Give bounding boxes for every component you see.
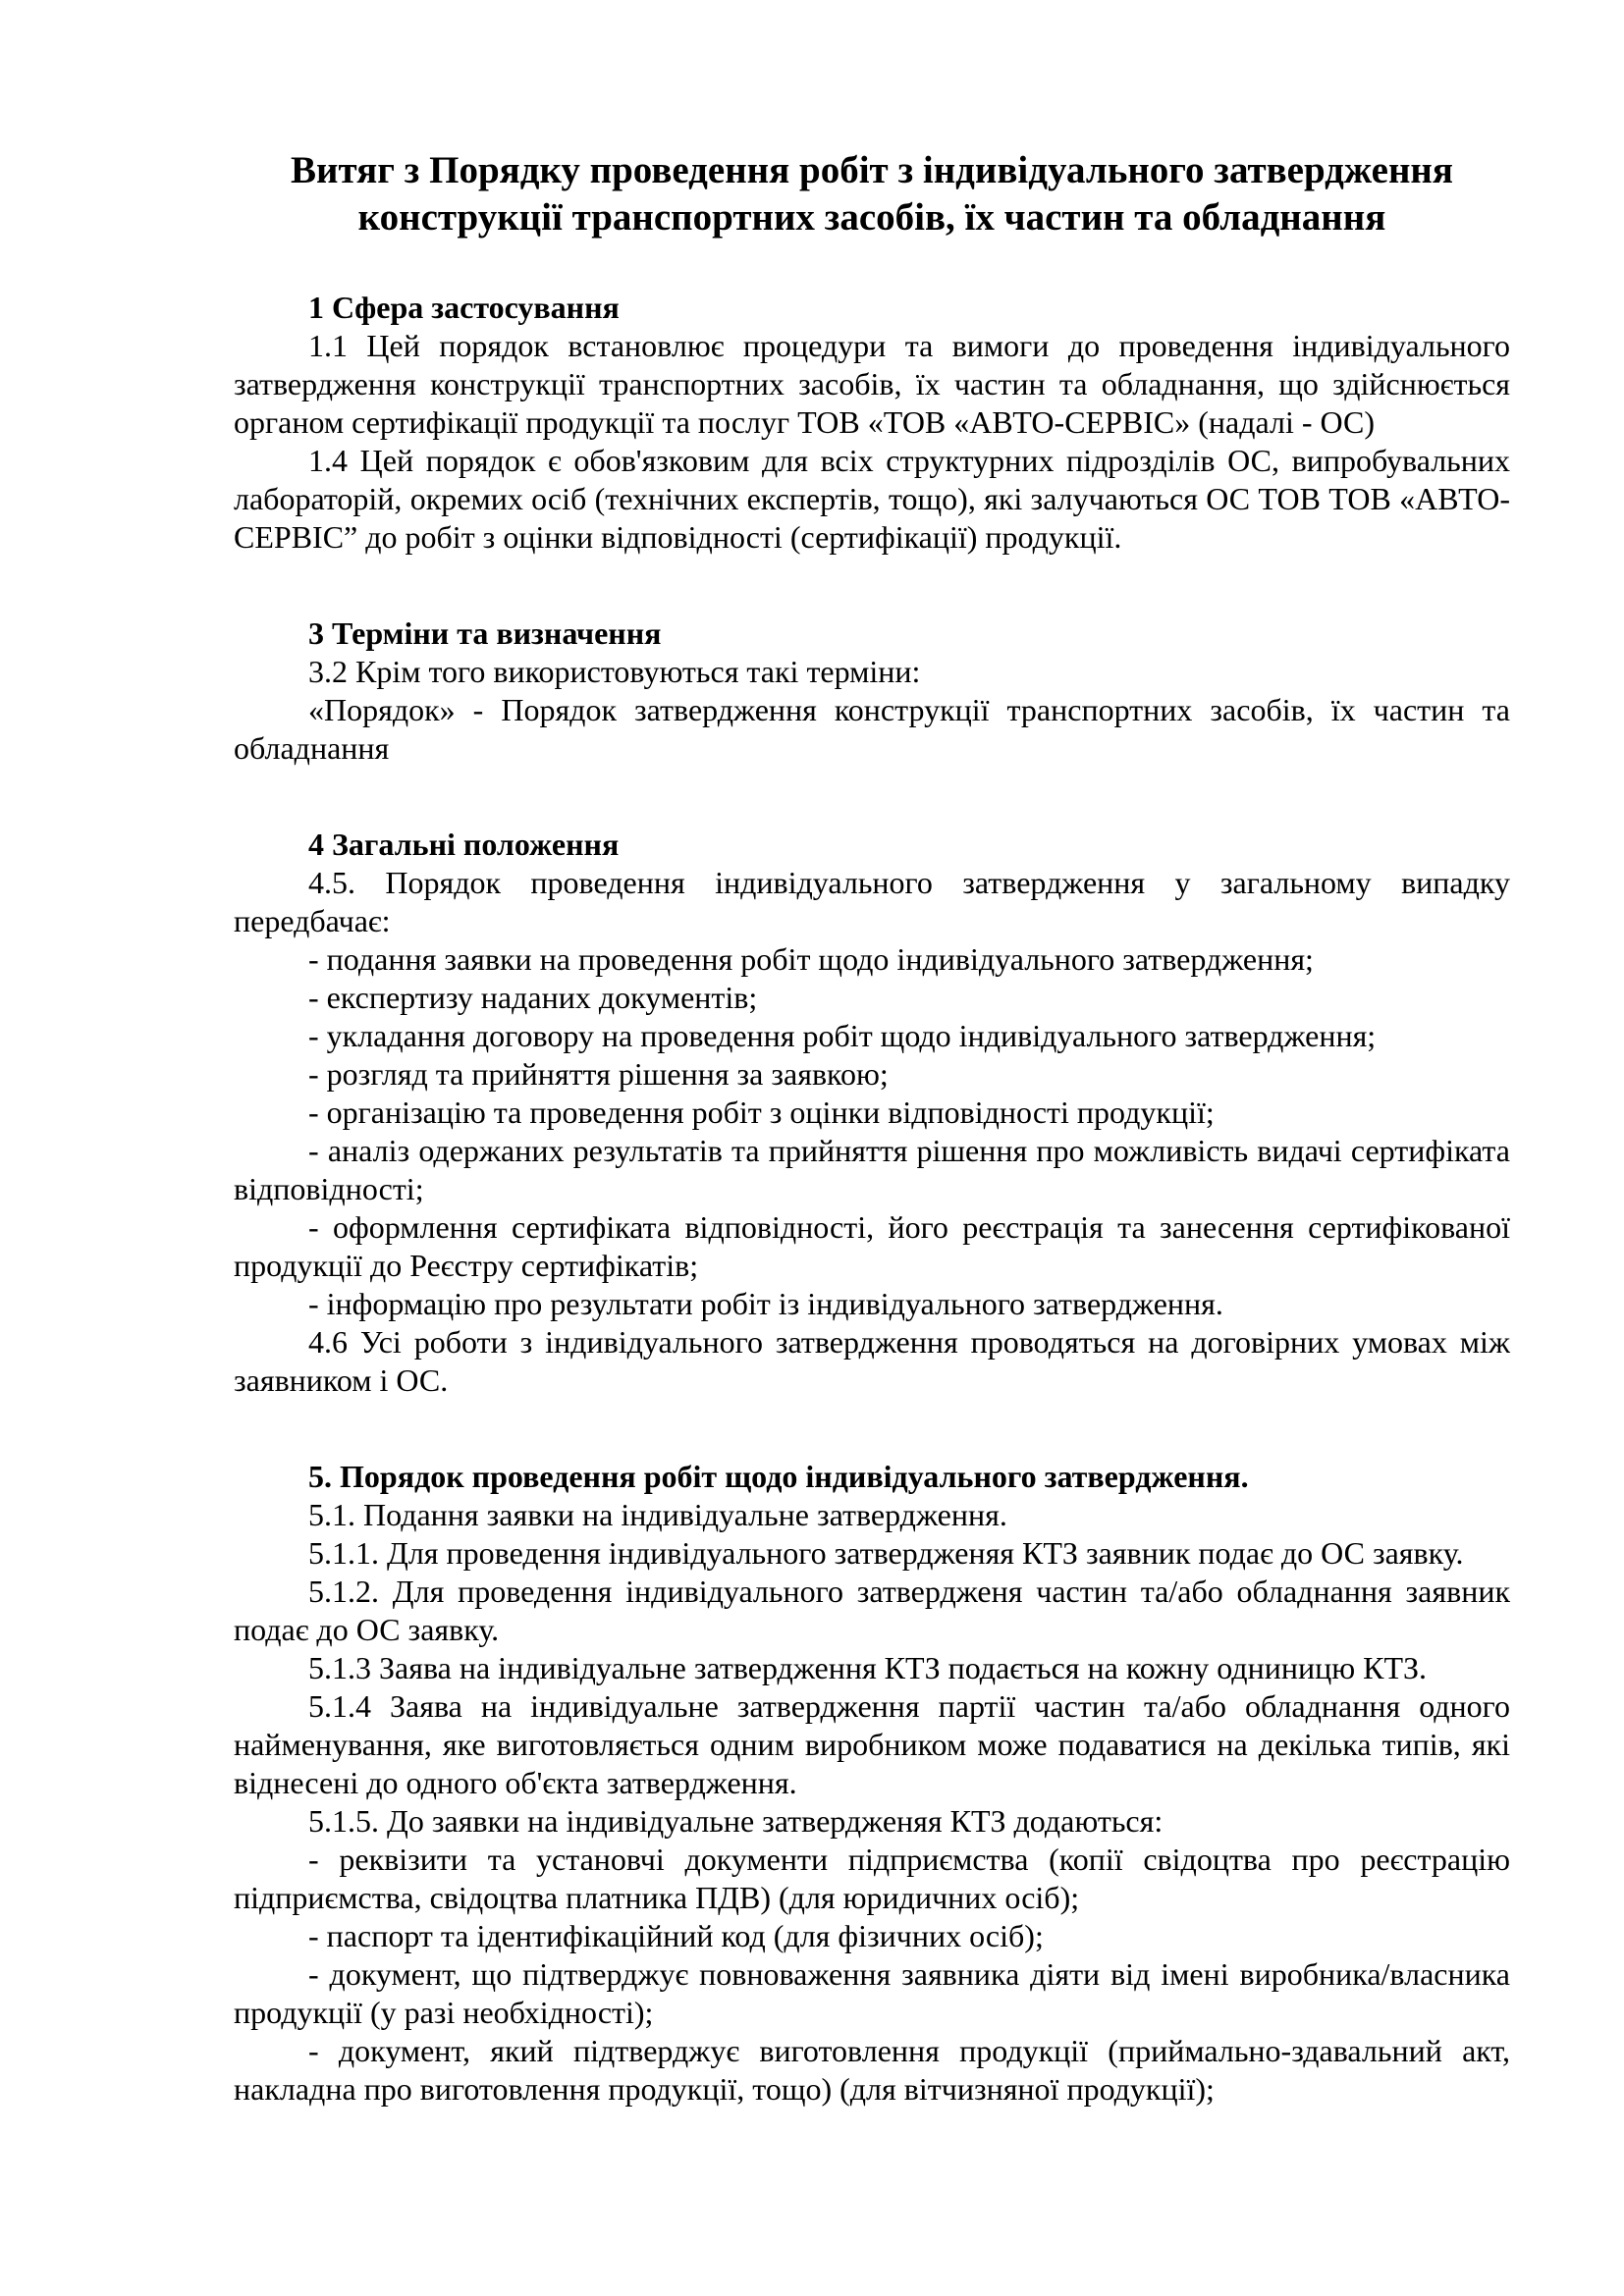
paragraph: 5.1.5. До заявки на індивідуальне затвердженяя КТЗ додаються:: [308, 1803, 1164, 1839]
list-item: - організацію та проведення робіт з оцінки відповідності продукції;: [308, 1095, 1215, 1130]
paragraph: 1.4 Цей порядок є обов'язковим для всіх структурних підрозділів ОС, випробувальних лабораторій, окремих осіб (технічних експертів, тощо), які залучаються ОС ТОВ ТОВ «АВТО-СЕРВІС” до робіт з оцінки відповідності (сертифікації) продукції.: [234, 443, 1510, 555]
document-page: [234, 147, 1510, 2109]
section-heading: 4 Загальні положення: [308, 827, 620, 862]
list-item: - реквізити та установчі документи підприємства (копії свідоцтва про реєстрацію підприємства, свідоцтва платника ПДВ) (для юридичних осіб);: [234, 1842, 1510, 1915]
list-item: - аналіз одержаних результатів та прийняття рішення про можливість видачі сертифіката відповідності;: [234, 1133, 1510, 1206]
paragraph: 5.1.2. Для проведення індивідуального затвердженя частин та/або обладнання заявник подає до ОС заявку.: [234, 1574, 1510, 1647]
list-item: - подання заявки на проведення робіт щодо індивідуального затвердження;: [308, 941, 1314, 977]
paragraph: 1.1 Цей порядок встановлює процедури та вимоги до проведення індивідуального затвердження конструкції транспортних засобів, їх частин та обладнання, що здійснюється органом сертифікації продукції та послуг ТОВ «ТОВ «АВТО-СЕРВІС» (надалі - ОС): [234, 328, 1510, 440]
paragraph: 4.6 Усі роботи з індивідуального затвердження проводяться на договірних умовах між заявником і ОС.: [234, 1324, 1510, 1398]
list-item: - інформацію про результати робіт із індивідуального затвердження.: [308, 1286, 1223, 1321]
paragraph: 3.2 Крім того використовуються такі терміни:: [308, 654, 921, 689]
list-item: - документ, що підтверджує повноваження заявника діяти від імені виробника/власника продукції (у разі необхідності);: [234, 1956, 1510, 2030]
section-general: [234, 826, 1510, 1400]
document-title: Витяг з Порядку проведення робіт з індивідуального затвердження конструкції транспортних засобів, їх частин та обладнання: [291, 149, 1453, 239]
section-terms: [234, 614, 1510, 768]
section-heading: 3 Терміни та визначення: [308, 615, 662, 651]
list-item: - укладання договору на проведення робіт щодо індивідуального затвердження;: [308, 1018, 1377, 1053]
section-scope: [234, 289, 1510, 557]
list-item: - експертизу наданих документів;: [308, 980, 758, 1015]
list-item: - документ, який підтверджує виготовлення продукції (приймально-здавальний акт, накладна про виготовлення продукції, тощо) (для вітчизняної продукції);: [234, 2033, 1510, 2107]
section-procedure: [234, 1458, 1510, 2109]
section-heading: 1 Сфера застосування: [308, 290, 620, 325]
paragraph: «Порядок» - Порядок затвердження конструкції транспортних засобів, їх частин та обладнання: [234, 692, 1510, 766]
paragraph: 5.1. Подання заявки на індивідуальне затвердження.: [308, 1497, 1007, 1532]
paragraph: 5.1.4 Заява на індивідуальне затвердження партії частин та/або обладнання одного найменування, яке виготовляється одним виробником може подаватися на декілька типів, які віднесені до одного об'єкта затвердження.: [234, 1688, 1510, 1800]
list-item: - оформлення сертифіката відповідності, його реєстрація та занесення сертифікованої продукції до Реєстру сертифікатів;: [234, 1209, 1510, 1283]
paragraph: 5.1.3 Заява на індивідуальне затвердження КТЗ подається на кожну одниницю КТЗ.: [308, 1650, 1428, 1685]
section-heading: 5. Порядок проведення робіт щодо індивідуального затвердження.: [308, 1459, 1249, 1494]
list-item: - розгляд та прийняття рішення за заявкою;: [308, 1056, 889, 1092]
paragraph: 5.1.1. Для проведення індивідуального затвердженяя КТЗ заявник подає до ОС заявку.: [308, 1535, 1464, 1571]
list-item: - паспорт та ідентифікаційний код (для фізичних осіб);: [308, 1918, 1044, 1953]
paragraph: 4.5. Порядок проведення індивідуального затвердження у загальному випадку передбачає:: [234, 865, 1510, 938]
